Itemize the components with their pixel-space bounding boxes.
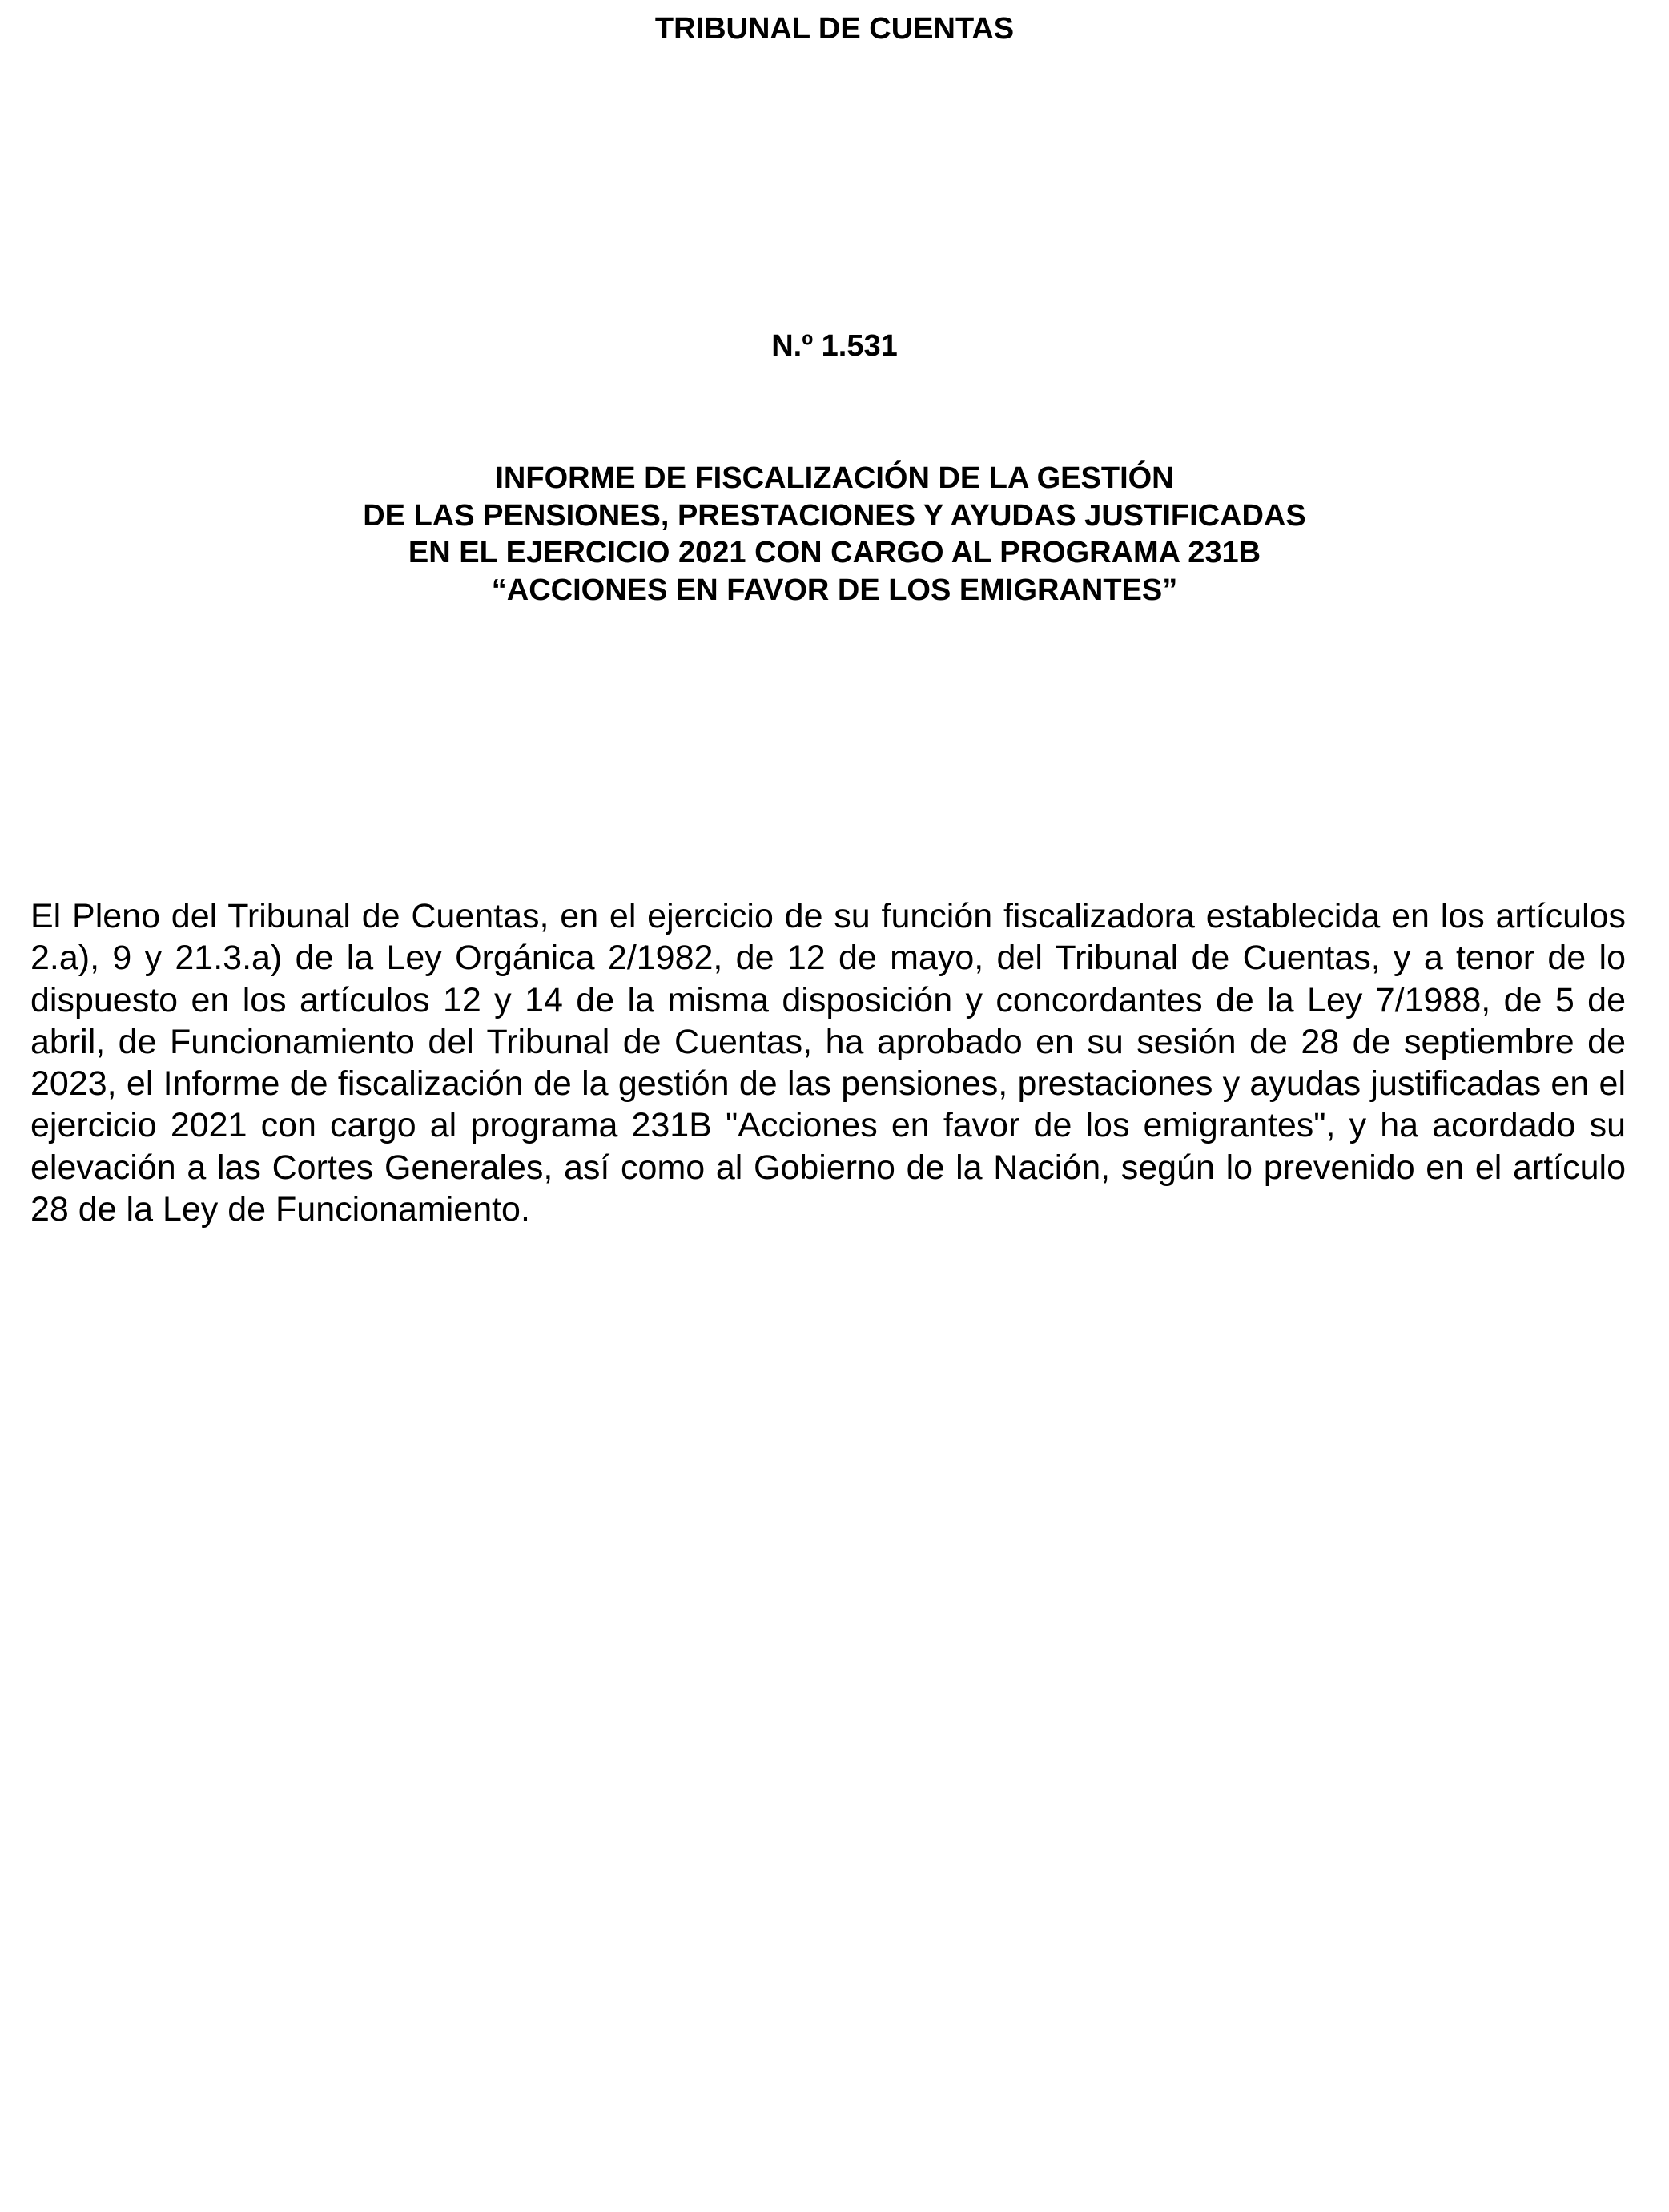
page-header [0, 11, 1669, 46]
report-title-line: DE LAS PENSIONES, PRESTACIONES Y AYUDAS JUSTIFICADAS [363, 498, 1306, 533]
report-number: N.º 1.531 [771, 329, 898, 363]
report-title-line: “ACCIONES EN FAVOR DE LOS EMIGRANTES” [491, 573, 1178, 607]
report-title-line: INFORME DE FISCALIZACIÓN DE LA GESTIÓN [495, 461, 1174, 495]
body-paragraph: El Pleno del Tribunal de Cuentas, en el ejercicio de su función fiscalizadora establecida en los artículos 2.a), 9 y 21.3.a) de la Ley Orgánica 2/1982, de 12 de mayo, del Tribunal de Cuentas, y a tenor de lo dispuesto en los artículos 12 y 14 de la misma disposición y concordantes de la Ley 7/1988, de 5 de abril, de Funcionamiento del Tribunal de Cuentas, ha aprobado en su sesión de 28 de septiembre de 2023, el Informe de fiscalización de la gestión de las pensiones, prestaciones y ayudas justificadas en el ejercicio 2021 con cargo al programa 231B "Acciones en favor de los emigrantes", y ha acordado su elevación a las Cortes Generales, así como al Gobierno de la Nación, según lo prevenido en el artículo 28 de la Ley de Funcionamiento. [30, 897, 1626, 1229]
institution-name: TRIBUNAL DE CUENTAS [654, 12, 1015, 46]
report-title-line: EN EL EJERCICIO 2021 CON CARGO AL PROGRAMA 231B [408, 536, 1261, 569]
report-title [0, 460, 1669, 609]
